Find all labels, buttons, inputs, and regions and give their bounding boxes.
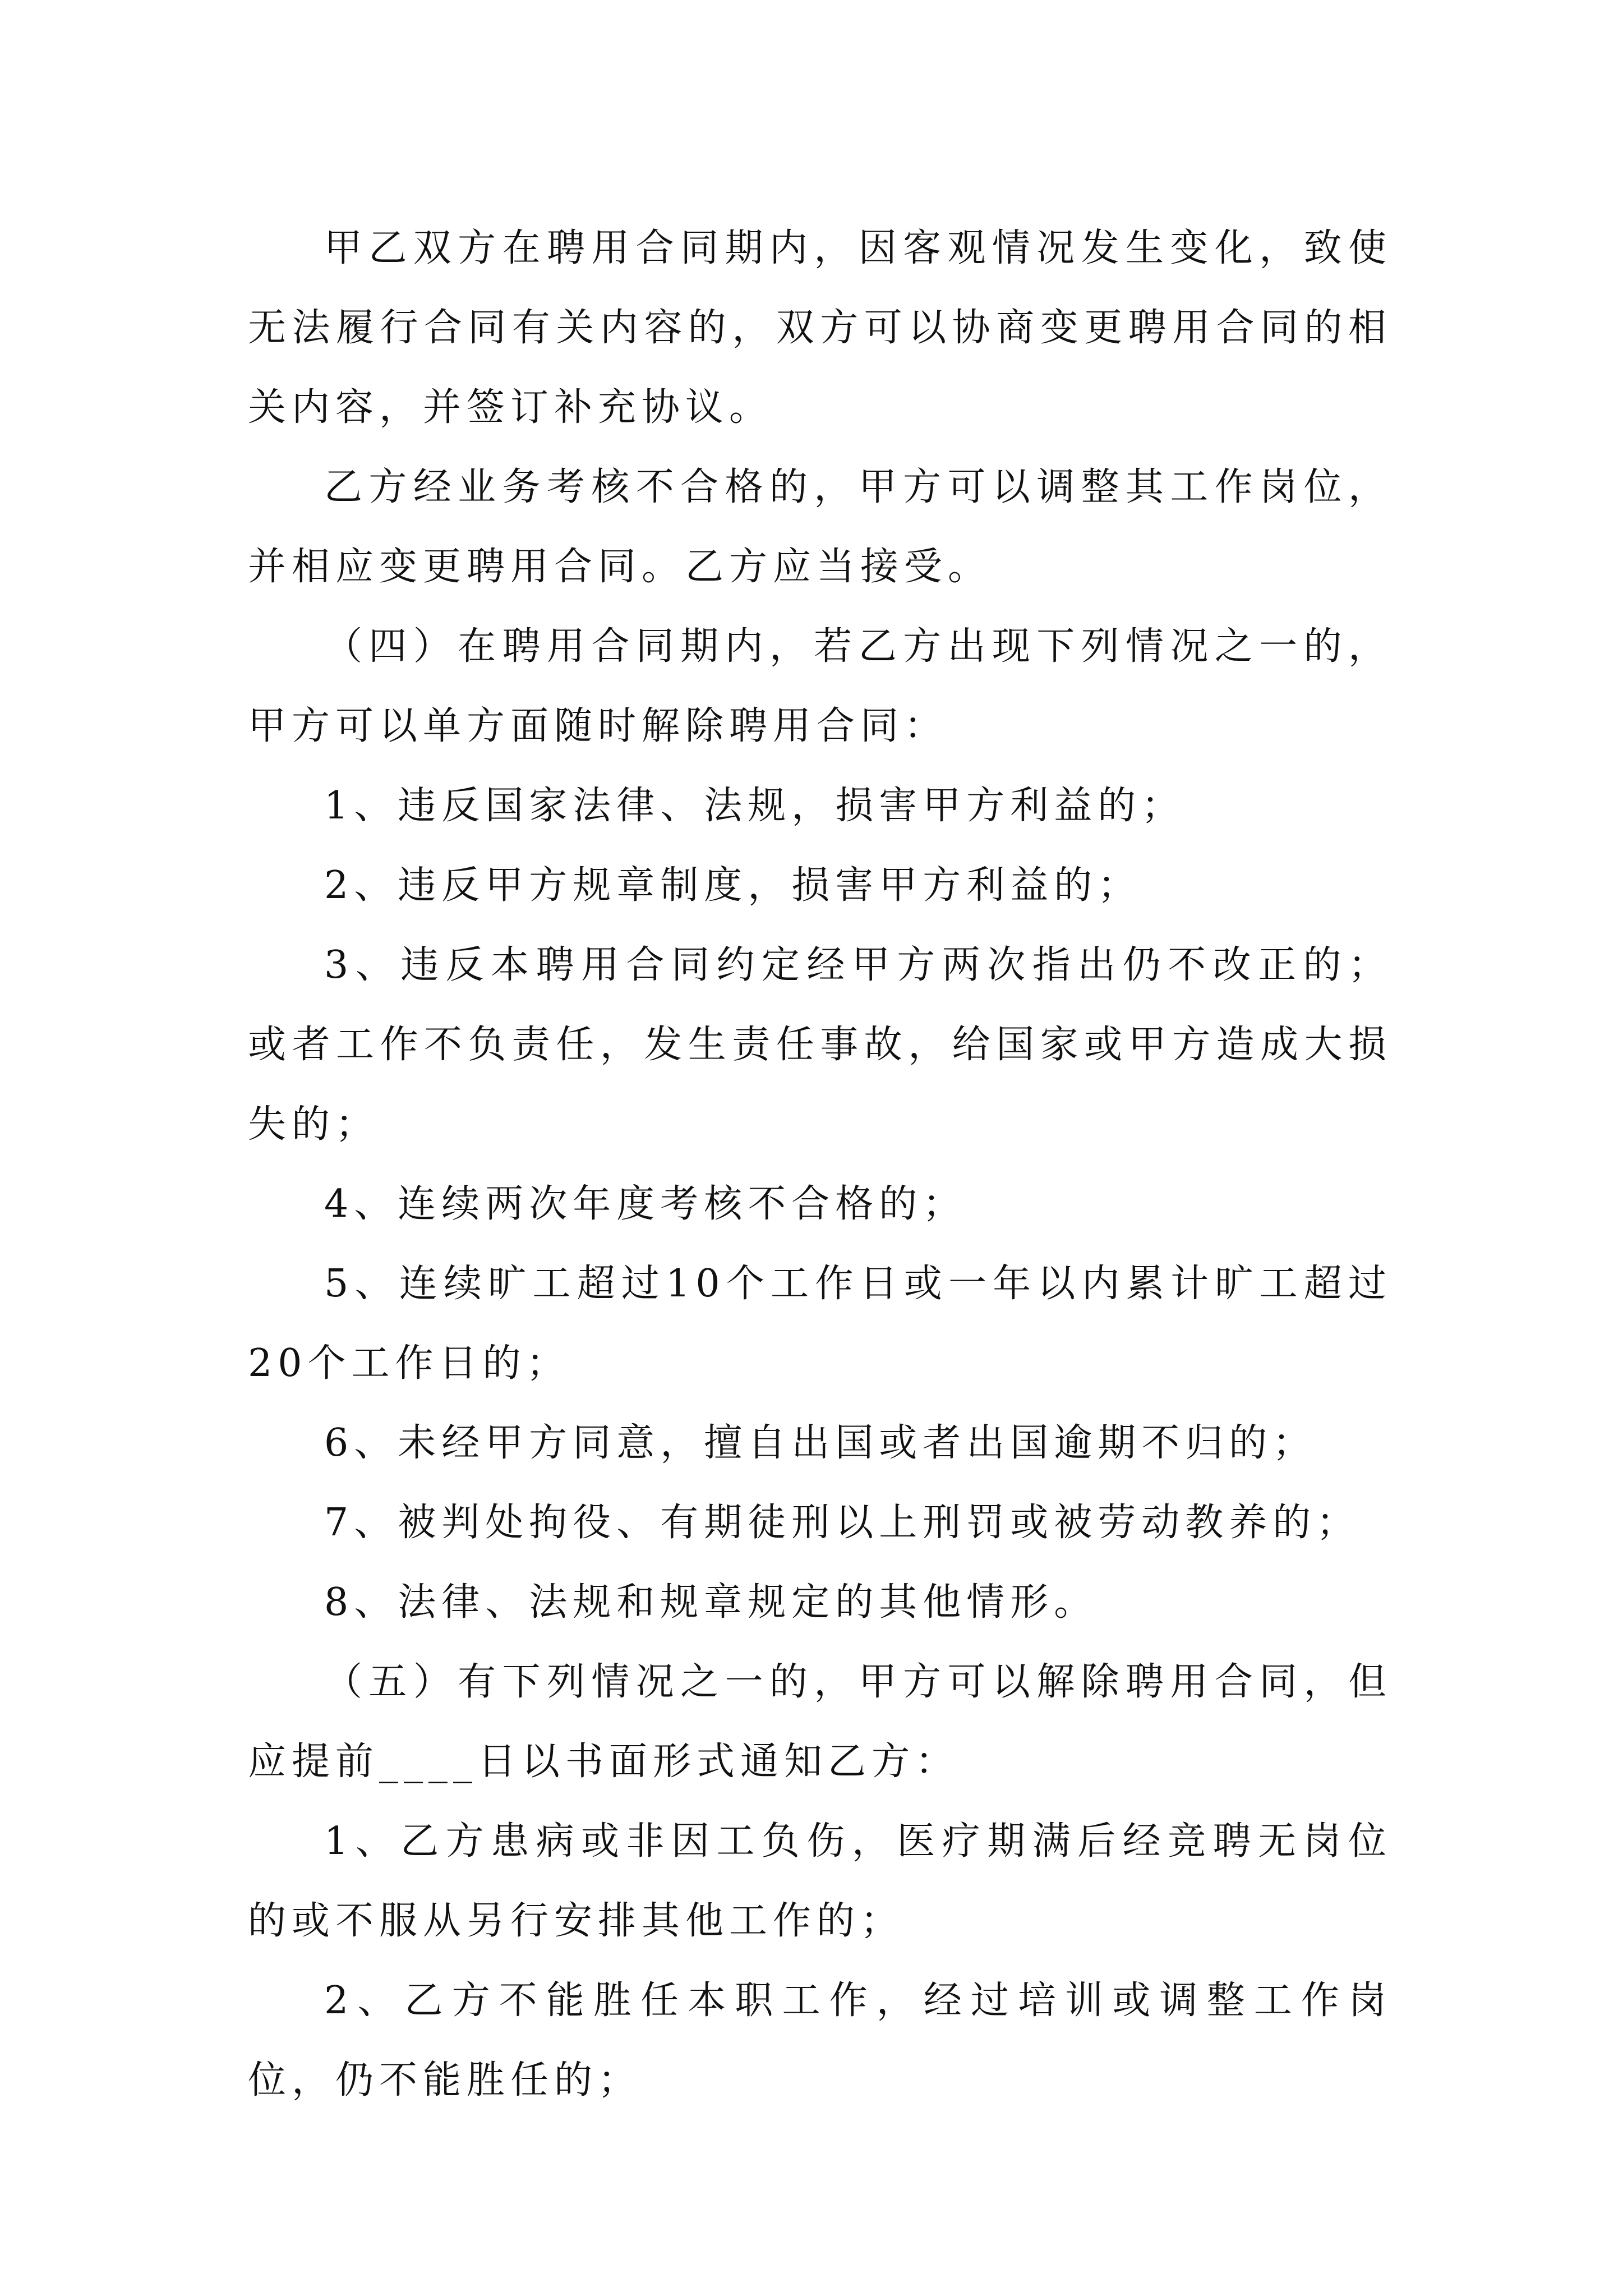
list-item-8: 8、法律、法规和规章规定的其他情形。 <box>324 1580 1098 1625</box>
list-item-7: 7、被判处拘役、有期徒刑以上刑罚或被劳动教养的； <box>324 1501 1361 1545</box>
list-item-1: 1、违反国家法律、法规，损害甲方利益的； <box>324 784 1186 828</box>
document-body <box>248 209 1392 2120</box>
paragraph-section-five: （五）有下列情况之一的，甲方可以解除聘用合同，但应提前____日以书面形式通知乙方： <box>248 1660 1392 1784</box>
paragraph-contract-change: 甲乙双方在聘用合同期内，因客观情况发生变化，致使无法履行合同有关内容的，双方可以协商变更聘用合同的相关内容，并签订补充协议。 <box>248 226 1392 430</box>
paragraph-assessment-failed: 乙方经业务考核不合格的，甲方可以调整其工作岗位，并相应变更聘用合同。乙方应当接受。 <box>248 465 1392 589</box>
list-item-incompetence: 2、乙方不能胜任本职工作，经过培训或调整工作岗位，仍不能胜任的； <box>248 1978 1392 2102</box>
list-item-illness: 1、乙方患病或非因工负伤，医疗期满后经竞聘无岗位的或不服从另行安排其他工作的； <box>248 1819 1392 1943</box>
paragraph-section-four: （四）在聘用合同期内，若乙方出现下列情况之一的，甲方可以单方面随时解除聘用合同： <box>248 624 1392 748</box>
list-item-4: 4、连续两次年度考核不合格的； <box>324 1182 967 1226</box>
list-item-5: 5、连续旷工超过10个工作日或一年以内累计旷工超过20个工作日的； <box>248 1262 1392 1386</box>
list-item-3: 3、违反本聘用合同约定经甲方两次指出仍不改正的；或者工作不负责任，发生责任事故，给国家或甲方造成大损失的； <box>248 943 1392 1147</box>
list-item-6: 6、未经甲方同意，擅自出国或者出国逾期不归的； <box>324 1421 1317 1465</box>
list-item-2: 2、违反甲方规章制度，损害甲方利益的； <box>324 863 1142 908</box>
